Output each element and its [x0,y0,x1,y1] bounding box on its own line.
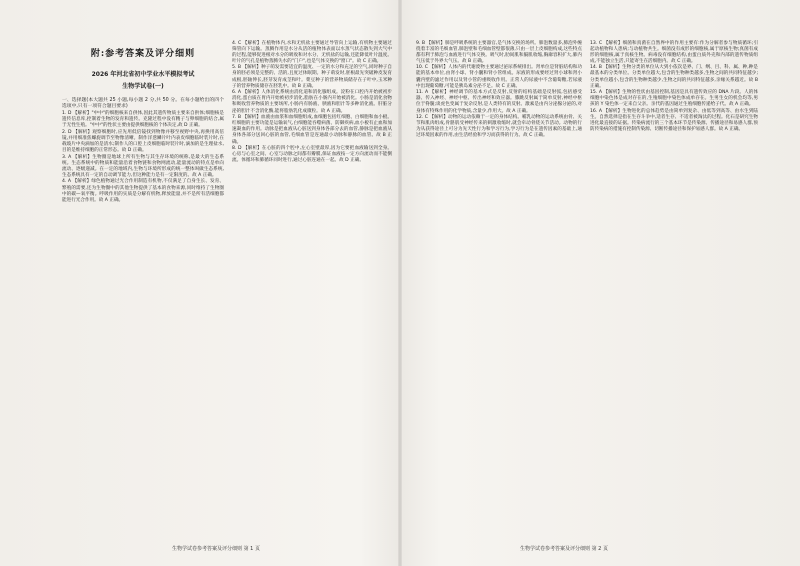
answer-item: 3. A 【解析】生物圈是地球上所有生物与其生存环境的统称,是最大的生态系统。生态系统中的物质和能量沿着食物链和食物网流动,能量流动的特点是单向流动、逐级递减。在一定的地域内,生物与环境所形成的统一整体叫做生态系统,生态系统具有一定的自动调节能力,但这种能力是有一定限度的。故 A 正确。 [62,154,224,178]
answer-item: 4. A 【解析】绿色植物通过光合作用制造有机物,不仅满足了自身生长、发育、繁殖的需要,还为生物圈中的其他生物提供了基本的食物来源,同时维持了生物圈中的碳—氧平衡。呼吸作用的实质是分解有机物,释放能量,并不是所有活细胞都能进行光合作用。故 A 正确。 [62,179,224,203]
answer-item: 16. A 【解析】生物进化的总体趋势是由简单到复杂、由低等到高等、由水生到陆生。自然选择是指在生存斗争中,适者生存、不适者被淘汰的过程。化石是研究生物进化最直接的证据。传染病流行的三个基本环节是传染源、传播途径和易感人群,预防传染病的措施有控制传染源、切断传播途径和保护易感人群。故 A 正确。 [590,109,758,133]
answer-item: 10. C 【解析】人体内的代谢废物主要通过泌尿系统排出。肾单位是肾脏结构和功能的基本单位,由肾小球、肾小囊和肾小管组成。尿液的形成要经过肾小球和肾小囊内壁的滤过作用以及肾小管的重吸收作用。正常人的尿液中不含葡萄糖,若尿液中出现葡萄糖,可能是胰岛素分泌不足。故 C 正确。 [416,65,582,89]
left-page [54,40,394,540]
answer-item: 2. D 【解析】观察细胞时,应先用低倍镜找到物像并移至视野中央,再换用高倍镜,并用细准焦螺旋调节至物像清晰。制作洋葱鳞片叶内表皮细胞临时装片时,在载玻片中央滴加的是清水;制作人的口腔上皮细胞临时装片时,滴加的是生理盐水,目的是维持细胞的正常形态。故 D 正确。 [62,129,224,153]
answer-item: 8. D 【解析】在心脏的四个腔中,左心室壁最厚,因为它要把血液输送到全身。心房与心室之间、心室与动脉之间都有瓣膜,保证血液按一定方向流动而不能倒流。体循环和肺循环同时进行,通过心脏连通在一起。故 D 正确。 [232,146,392,164]
answer-header [62,48,224,91]
right-column-1 [416,40,582,528]
answer-item: 4. C 【解析】在植物体内,水和无机盐主要通过导管向上运输,有机物主要通过筛管向下运输。蒸腾作用是水分从活的植物体表面以水蒸气状态散失到大气中的过程,能够促进根对水分的吸收和对水分、无机盐的运输,还能降低叶片温度。叶片的气孔是植物蒸腾失水的"门户",也是气体交换的"窗口"。故 C 正确。 [232,40,392,64]
answer-item: 9. B 【解析】肺是呼吸系统的主要器官,是气体交换的场所。肺泡数量多,肺泡外缠绕着丰富的毛细血管,肺泡壁和毛细血管壁都很薄,只由一层上皮细胞构成,这些特点都有利于肺泡与血液进行气体交换。吸气时,肋间肌和膈肌收缩,胸廓容积扩大,肺内气压低于外界大气压。故 B 正确。 [416,40,582,64]
answer-item: 12. C 【解析】动物的运动依赖于一定的身体结构。哺乳动物的运动系统由骨、关节和肌肉组成,骨骼肌受神经传来的刺激收缩时,就会牵动骨绕关节活动。动物的行为从获得途径上可分为先天性行为和学习行为,学习行为是在遗传因素的基础上,通过环境因素的作用,由生活经验和学习而获得的行为。故 C 正确。 [416,115,582,139]
right-page [410,40,760,540]
section-heading: 一、选择题(本大题共 25 小题,每小题 2 分,共 50 分。在每小题给出的四个选项中,只有一项符合题目要求) [62,98,224,110]
left-column-2 [232,40,392,528]
exam-title: 2026 年河北省初中学业水平模拟考试 [91,71,195,78]
left-footer: 生物学试卷参考答案及评分细则 第 1 页 [172,546,260,552]
answer-item: 13. C 【解析】细菌和真菌在自然界中的作用主要有:作为分解者参与物质循环;引起动植物和人患病;与动植物共生。细菌没有成形的细胞核,属于原核生物;真菌有成形的细胞核,属于真核生物。病毒没有细胞结构,由蛋白质外壳和内部的遗传物质组成,不能独立生活,只能寄生在活细胞内。故 C 正确。 [590,40,758,64]
answer-heading: 附:参考答案及评分细则 [90,49,196,59]
answer-item: 1. D 【解析】"中中"的细胞核来自供体,因此其遗传物质主要来自供体;细胞核是遗传信息库,控制着生物的发育和遗传。克隆过程中没有精子与卵细胞的结合,属于无性生殖。"中中"的性状主要由提供细胞核的个体决定,故 D 正确。 [62,110,224,129]
paper-title: 生物学试卷(一) [122,83,164,90]
answer-item: 6. A 【解析】人体消化系统由消化道和消化腺组成。淀粉在口腔内开始被初步消化,蛋白质在胃内开始被初步消化,脂肪在小肠内开始被消化。小肠是消化食物和吸收营养物质的主要场所,小肠内有肠液、胰液和胆汁等多种消化液。肝脏分泌的胆汁不含消化酶,能将脂肪乳化成微粒。故 A 正确。 [232,90,392,114]
answer-item: 14. B 【解析】生物分类的单位从大到小依次是界、门、纲、目、科、属、种,种是最基本的分类单位。分类单位越大,包含的生物种类越多,生物之间的共同特征越少;分类单位越小,包含的生物种类越少,生物之间的共同特征越多,亲缘关系越近。故 B 正确。 [590,65,758,89]
right-column-2 [590,40,758,528]
left-column-1 [62,40,224,528]
answer-item: 15. A 【解析】生物的性状由基因控制,基因是具有遗传效应的 DNA 片段。人的体细胞中染色体是成对存在的,生殖细胞中染色体成单存在。生男生女的机会均等,男孩的 Y 染色体一定来自父亲。亲代的基因通过生殖细胞传递给子代。故 A 正确。 [590,90,758,108]
page-fold [398,0,402,566]
answer-item: 5. B 【解析】种子萌发需要适宜的温度、一定的水分和充足的空气,同时种子自身的胚必须是完整的、活的,且度过休眠期。种子萌发时,胚根最先突破种皮发育成根,胚轴伸长,胚芽发育成茎和叶。菜豆种子的营养物质储存在子叶中,玉米种子的营养物质储存在胚乳中。故 B 正确。 [232,65,392,89]
answer-item: 11. A 【解析】神经调节的基本方式是反射,反射的结构基础是反射弧,包括感受器、传入神经、神经中枢、传出神经和效应器。膝跳反射属于简单反射,神经中枢位于脊髓;谈虎色变属于复杂反射,是人类特有的反射。激素是由内分泌腺分泌的,对身体有特殊作用的化学物质,含量少,作用大。故 A 正确。 [416,90,582,114]
answer-item: 7. B 【解析】血液由血浆和血细胞组成,血细胞包括红细胞、白细胞和血小板。红细胞的主要功能是运输氧气,白细胞能吞噬病菌、防御疾病,血小板有止血和加速凝血的作用。动脉是把血液从心脏送到身体各部分去的血管,静脉是把血液从身体各部分送回心脏的血管,毛细血管是连通最小动脉和静脉的血管。故 B 正确。 [232,115,392,145]
right-footer: 生物学试卷参考答案及评分细则 第 2 页 [520,546,608,552]
